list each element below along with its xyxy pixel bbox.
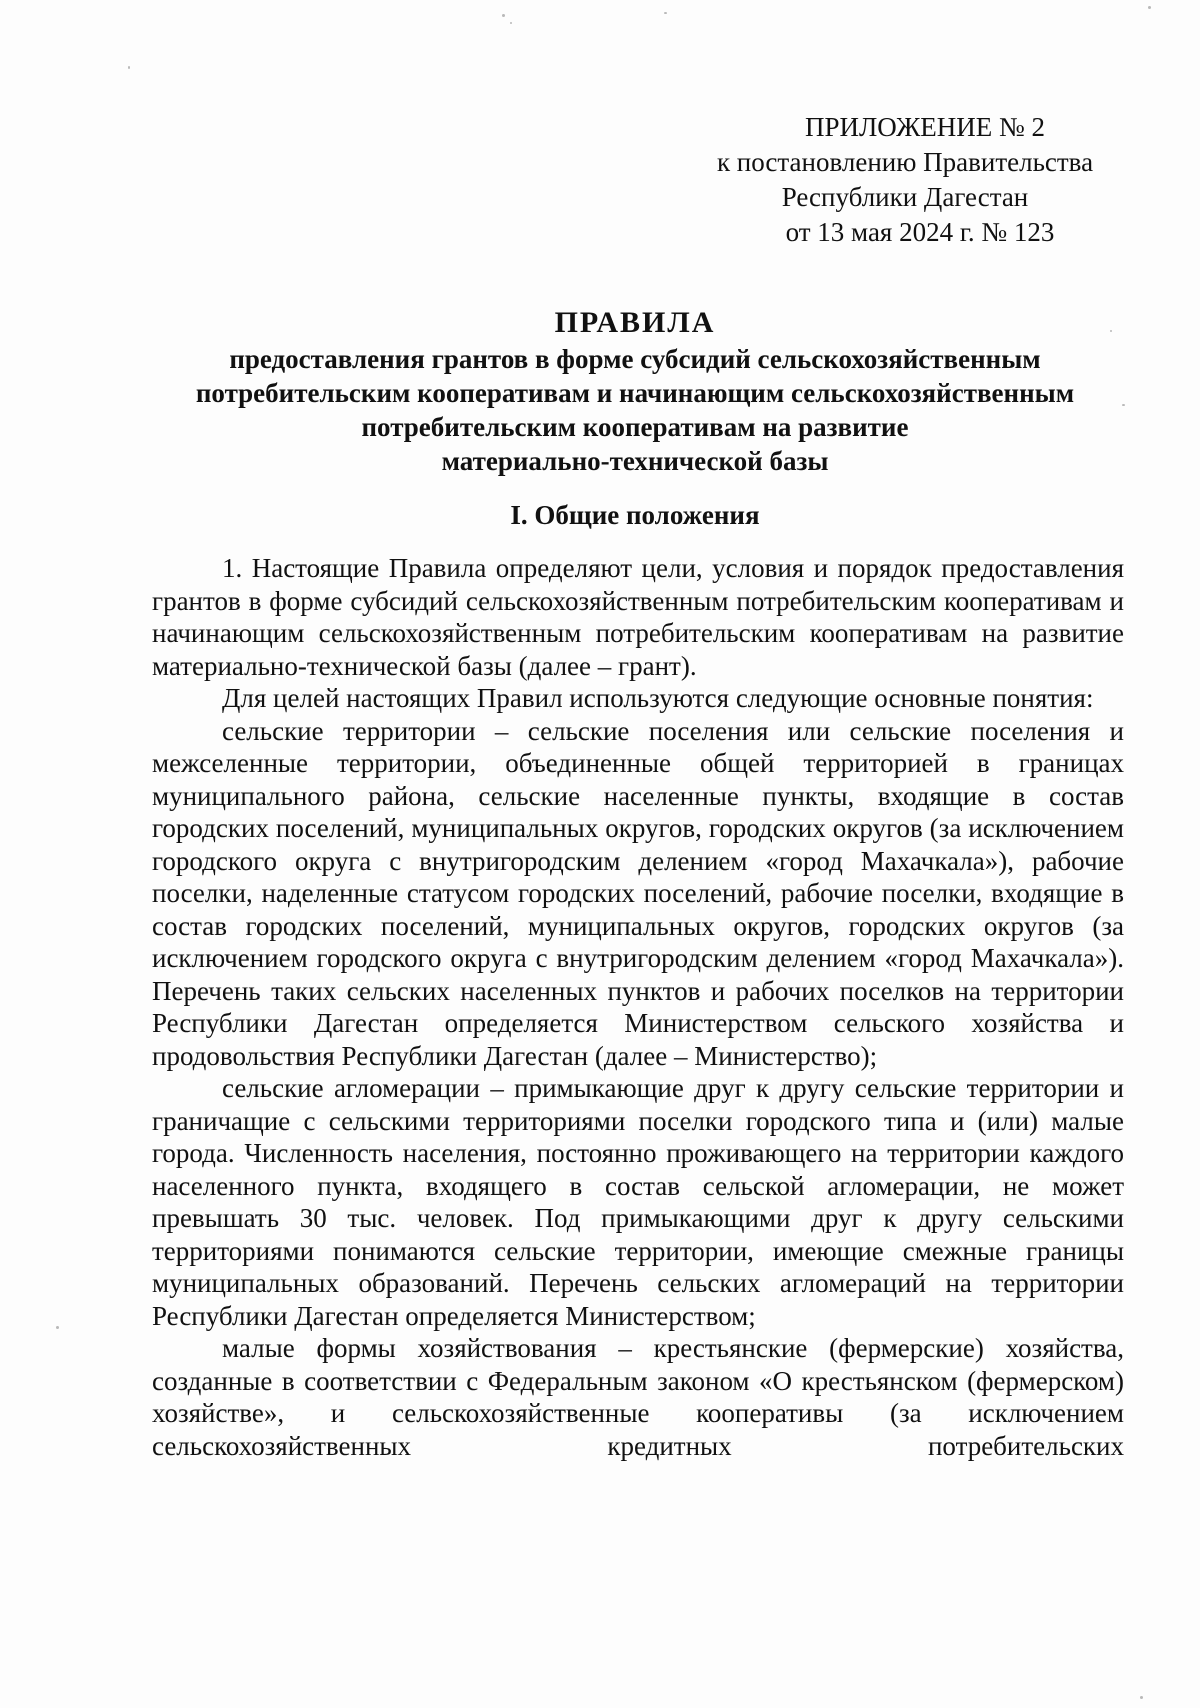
- scan-speck: [502, 14, 505, 17]
- scan-speck: [1140, 1696, 1143, 1699]
- scan-speck: [128, 66, 130, 69]
- appendix-date: от 13 мая 2024 г. № 123: [785, 217, 1055, 247]
- document-title: [140, 306, 1130, 478]
- scan-speck: [510, 22, 512, 24]
- scan-speck: [664, 12, 667, 14]
- scan-speck: [56, 1326, 59, 1329]
- paragraph: Для целей настоящих Правил используются следующие основные понятия:: [222, 683, 1094, 713]
- title-line: предоставления грантов в форме субсидий сельскохозяйственным: [229, 344, 1041, 374]
- appendix-number: ПРИЛОЖЕНИЕ № 2: [804, 112, 1046, 142]
- paragraph: сельские территории – сельские поселения или сельские поселения и межселенные территории, объединенные общей территорией в границах муниципального района, сельские населенные пункты, входящие в состав городских поселений, муниципальных округов, городских округов (за исключением городского округа с внутригородским делением «город Махачкала»), рабочие поселки, наделенные статусом городских поселений, рабочие поселки, входящие в состав городских поселений, муниципальных округов, городских округов (за исключением городского округа с внутригородским делением «город Махачкала»). Перечень таких сельских населенных пунктов и рабочих поселков на территории Республики Дагестан определяется Министерством сельского хозяйства и продовольствия Республики Дагестан (далее – Министерство);: [152, 715, 1124, 1071]
- paragraph: сельские агломерации – примыкающие друг к другу сельские территории и граничащие с сельскими территориями поселки городского типа и (или) малые города. Численность населения, постоянно проживающего на территории каждого населенного пункта, входящего в состав сельской агломерации, не может превышать 30 тыс. человек. Под примыкающими друг к другу сельскими территориями понимаются сельские территории, имеющие смежные границы муниципальных образований. Перечень сельских агломераций на территории Республики Дагестан определяется Министерством;: [152, 1073, 1124, 1331]
- section-heading: I. Общие положения: [510, 500, 760, 530]
- appendix-header: [690, 110, 1120, 250]
- paragraph: 1. Настоящие Правила определяют цели, условия и порядок предоставления грантов в форме субсидий сельскохозяйственным потребительским кооперативам и начинающим сельскохозяйственным потребительским кооперативам на развитие материально-технической базы (далее – грант).: [152, 553, 1124, 681]
- title-line: материально-технической базы: [441, 446, 829, 476]
- appendix-reference: к постановлению Правительства: [716, 147, 1094, 177]
- scan-speck: [1148, 6, 1151, 9]
- title-line: потребительским кооперативам на развитие: [361, 412, 909, 442]
- title-line: потребительским кооперативам и начинающим сельскохозяйственным: [195, 378, 1075, 408]
- title-main: ПРАВИЛА: [554, 306, 716, 339]
- body-text: [152, 552, 1124, 1462]
- appendix-republic: Республики Дагестан: [781, 182, 1029, 212]
- paragraph: малые формы хозяйствования – крестьянские (фермерские) хозяйства, созданные в соответствии с Федеральным законом «О крестьянском (фермерском) хозяйстве», и сельскохозяйственные кооперативы (за исключением сельскохозяйственных кредитных потребительских: [152, 1333, 1124, 1461]
